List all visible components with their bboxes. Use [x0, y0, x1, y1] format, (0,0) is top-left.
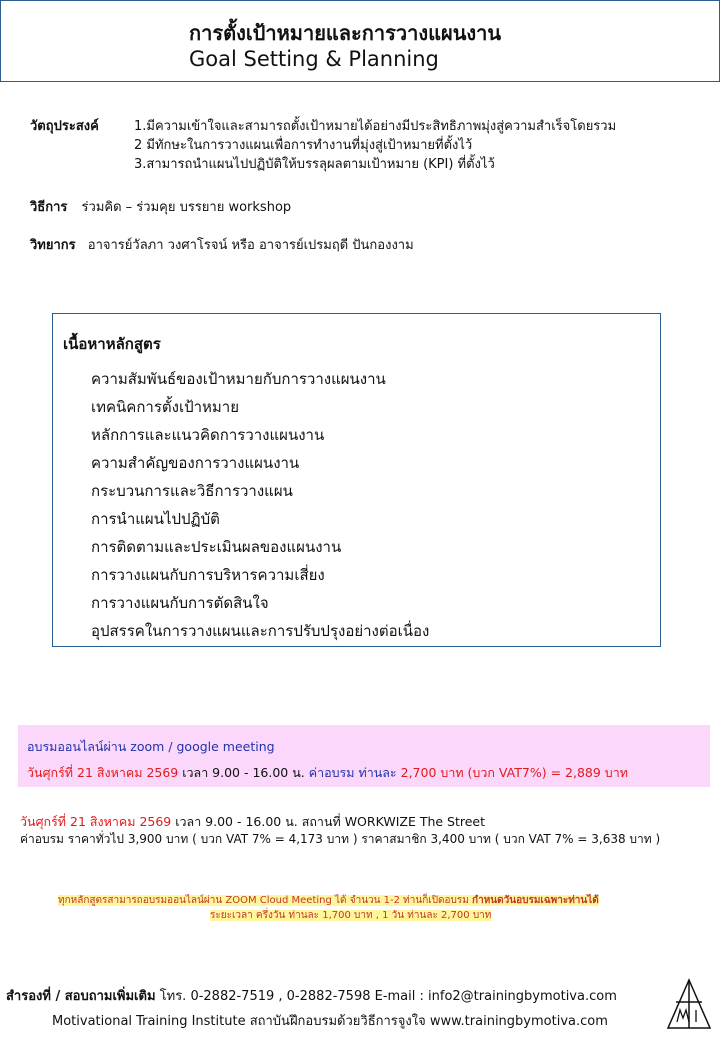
objectives-label: วัตถุประสงค์ — [30, 119, 99, 134]
content-item: การวางแผนกับการบริหารความเสี่ยง — [91, 566, 325, 584]
online-training-box — [18, 725, 710, 787]
objective-item: 1.มีความเข้าใจและสามารถตั้งเป้าหมายได้อย่างมีประสิทธิภาพมุ่งสู่ความสำเร็จโดยรวม — [134, 119, 617, 134]
contact-phones: โทร. 0-2882-7519 , 0-2882-7598 E-mail : info2@trainingbymotiva.com — [155, 989, 617, 1004]
online-note-line1 — [58, 893, 599, 908]
objective-item: 2 มีทักษะในการวางแผนเพื่อการทำงานที่มุ่งสู่เป้าหมายที่ตั้งไว้ — [134, 138, 473, 153]
online-time: เวลา 9.00 - 16.00 น. — [178, 765, 305, 780]
content-item: หลักการและแนวคิดการวางแผนงาน — [91, 426, 325, 444]
institute-logo — [666, 978, 712, 1030]
method-row — [30, 196, 291, 217]
online-note-line2 — [210, 908, 491, 923]
onsite-fees: ค่าอบรม ราคาทั่วไป 3,900 บาท ( บวก VAT 7% = 4,173 บาท ) ราคาสมาชิก 3,400 บาท ( บวก VAT 7% = 3,638 บาท ) — [20, 832, 661, 846]
course-content-box — [52, 313, 661, 647]
title-thai: การตั้งเป้าหมายและการวางแผนงาน — [189, 21, 502, 45]
objective-item: 3.สามารถนำแผนไปปฏิบัติให้บรรลุผลตามเป้าหมาย (KPI) ที่ตั้งไว้ — [134, 157, 495, 172]
online-fee-label: ค่าอบรม ท่านละ — [304, 765, 397, 780]
content-item: ความสำคัญของการวางแผนงาน — [91, 454, 300, 472]
content-item: ความสัมพันธ์ของเป้าหมายกับการวางแผนงาน — [91, 370, 386, 388]
content-item: เทคนิคการตั้งเป้าหมาย — [91, 398, 240, 416]
onsite-schedule — [20, 812, 485, 832]
method-value: ร่วมคิด – ร่วมคุย บรรยาย workshop — [81, 200, 292, 215]
speaker-value: อาจารย์วัลภา วงศาโรจน์ หรือ อาจารย์เปรมฤดี ปันกองงาม — [87, 238, 414, 253]
onsite-date: วันศุกร์ที่ 21 สิงหาคม 2569 — [20, 814, 172, 829]
content-item: การนำแผนไปปฏิบัติ — [91, 510, 220, 528]
header — [0, 0, 720, 82]
speaker-label: วิทยากร — [30, 238, 76, 253]
institute-line: Motivational Training Institute สถาบันฝึกอบรมด้วยวิธีการจูงใจ www.trainingbymotiva.com — [52, 1014, 608, 1029]
content-item: การวางแผนกับการตัดสินใจ — [91, 594, 269, 612]
contact-label: สำรองที่ / สอบถามเพิ่มเติม — [6, 989, 156, 1004]
contact-line — [6, 985, 617, 1006]
online-schedule — [27, 763, 628, 783]
online-date: วันศุกร์ที่ 21 สิงหาคม 2569 — [27, 765, 179, 780]
title-english: Goal Setting & Planning — [189, 47, 439, 71]
online-heading: อบรมออนไลน์ผ่าน zoom / google meeting — [27, 739, 275, 754]
note-text: ทุกหลักสูตรสามารถอบรมออนไลน์ผ่าน ZOOM Cloud Meeting ได้ จำนวน 1-2 ท่านก็เปิดอบรม — [58, 895, 473, 906]
note-duration: ระยะเวลา ครึ่งวัน ท่านละ 1,700 บาท , 1 วัน ท่านละ 2,700 บาท — [210, 910, 492, 921]
method-label: วิธีการ — [30, 200, 68, 215]
speaker-row — [30, 234, 414, 255]
onsite-time-place: เวลา 9.00 - 16.00 น. สถานที่ WORKWIZE The Street — [171, 814, 486, 829]
content-item: อุปสรรคในการวางแผนและการปรับปรุงอย่างต่อเนื่อง — [91, 622, 430, 640]
content-item: กระบวนการและวิธีการวางแผน — [91, 482, 293, 500]
content-title: เนื้อหาหลักสูตร — [63, 335, 161, 353]
content-list — [91, 365, 429, 645]
online-fee-value: 2,700 บาท (บวก VAT7%) = 2,889 บาท — [396, 765, 628, 780]
content-item: การติดตามและประเมินผลของแผนงาน — [91, 538, 342, 556]
note-highlight: กำหนดวันอบรมเฉพาะท่านได้ — [472, 895, 599, 906]
